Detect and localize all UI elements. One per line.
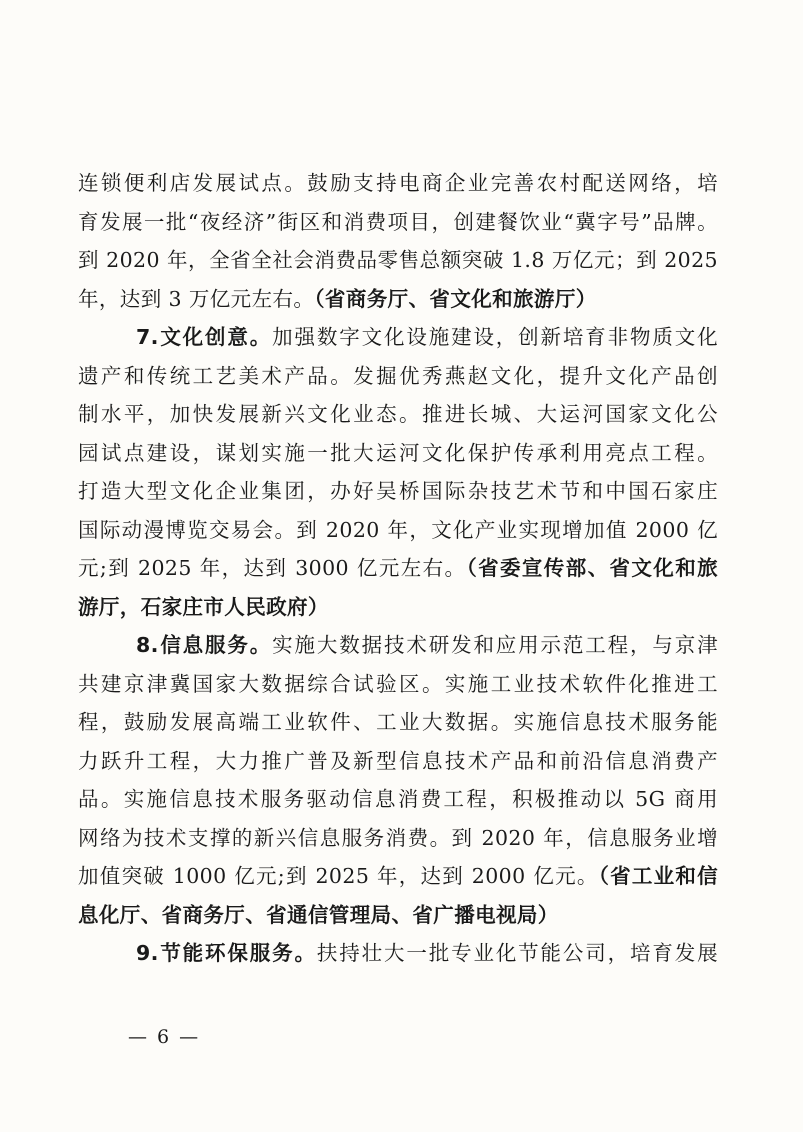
text-line: 连锁便利店发展试点。鼓励支持电商企业完善农村配送网络，培 [78, 171, 718, 195]
text-line [78, 934, 718, 973]
section-heading: 8.信息服务。 [136, 633, 273, 657]
page-number: — 6 — [128, 1026, 201, 1048]
sentence: 加强数字文化设施建设，创新培育非物质文化 [272, 325, 719, 349]
agency-note: 息化厅、省商务厅、省通信管理局、省广播电视局） [78, 902, 559, 927]
text-line: 遗产和传统工艺美术产品。发掘优秀燕赵文化，提升文化产品创 [78, 363, 718, 388]
text-line: 国际动漫博览交易会。到 2020 年，文化产业实现增加值 2000 亿 [78, 517, 718, 542]
text-line [78, 857, 718, 896]
sentence: 年，达到 3 万亿元左右。 [78, 286, 315, 311]
agency-note: （省工业和信 [598, 864, 718, 888]
text-line: 园试点建设，谋划实施一批大运河文化保护传承利用亮点工程。 [78, 440, 718, 465]
text-line: 育发展一批“夜经济”街区和消费项目，创建餐饮业“冀字号”品牌。 [78, 209, 718, 234]
section-heading: 7.文化创意。 [136, 325, 273, 349]
sentence: 元;到 2025 年，达到 3000 亿元左右。 [78, 556, 467, 580]
text-line: 到 2020 年，全省全社会消费品零售总额突破 1.8 万亿元；到 2025 [78, 248, 718, 272]
text-line [78, 280, 718, 319]
sentence: 扶持壮大一批专业化节能公司，培育发展 [316, 941, 719, 965]
agency-note: （省商务厅、省文化和旅游厅） [314, 286, 597, 311]
text-line: 品。实施信息技术服务驱动信息消费工程，积极推动以 5G 商用 [78, 787, 718, 811]
sentence: 实施大数据技术研发和应用示范工程，与京津 [272, 633, 719, 657]
sentence: 加值突破 1000 亿元;到 2025 年，达到 2000 亿元。 [78, 864, 599, 888]
text-line [78, 549, 718, 588]
text-line: 共建京津冀国家大数据综合试验区。实施工业技术软件化推进工 [78, 671, 718, 696]
text-line [78, 318, 718, 357]
body-text [78, 164, 718, 973]
agency-note: 游厅，石家庄市人民政府） [78, 594, 329, 619]
text-line: 程，鼓励发展高端工业软件、工业大数据。实施信息技术服务能 [78, 710, 718, 734]
section-heading: 9.节能环保服务。 [136, 941, 317, 965]
text-line: 制水平，加快发展新兴文化业态。推进长城、大运河国家文化公 [78, 402, 718, 426]
agency-note: （省委宣传部、省文化和旅 [466, 556, 718, 580]
text-line: 打造大型文化企业集团，办好吴桥国际杂技艺术节和中国石家庄 [78, 479, 718, 503]
text-line [78, 626, 718, 665]
text-line: 网络为技术支撑的新兴信息服务消费。到 2020 年，信息服务业增 [78, 825, 718, 850]
text-line: 力跃升工程，大力推广普及新型信息技术产品和前沿信息消费产 [78, 748, 718, 773]
